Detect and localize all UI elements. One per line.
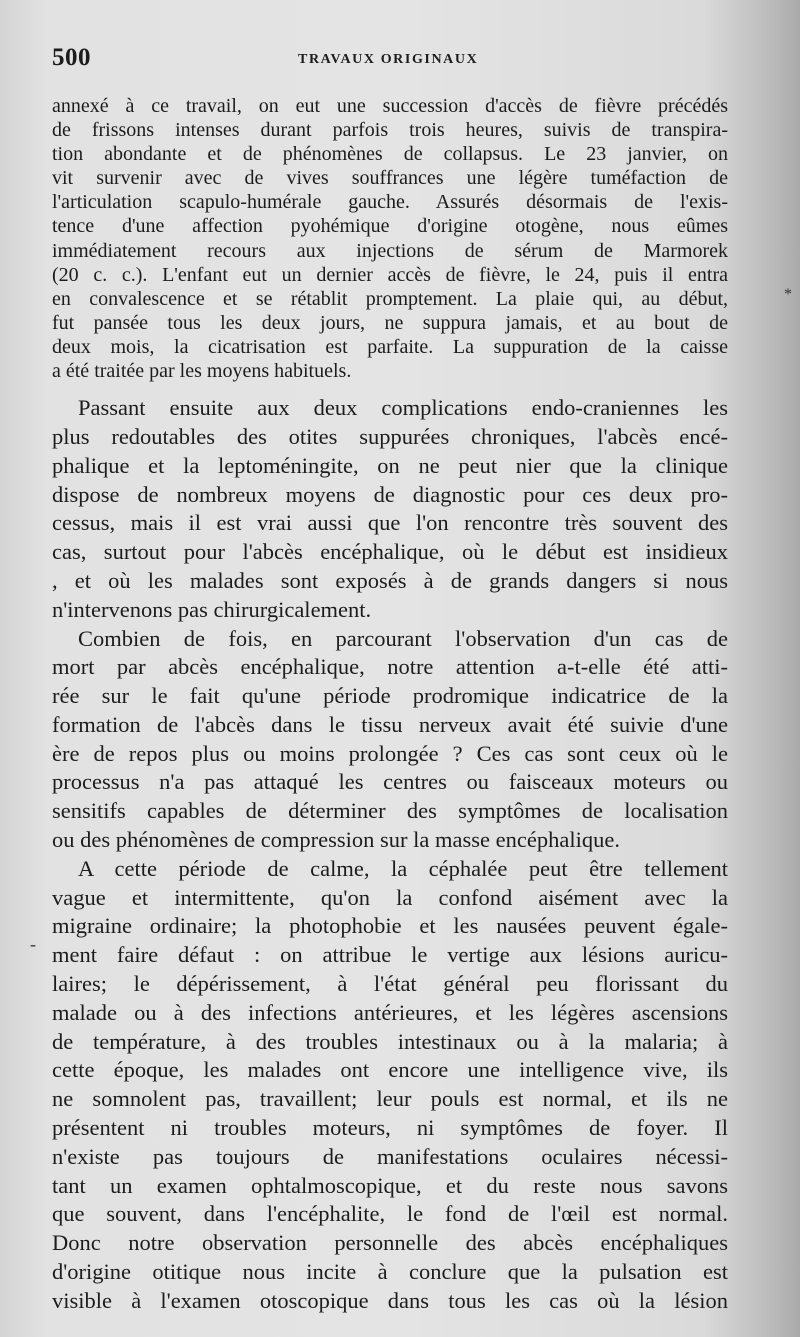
text-line: l'articulation scapulo-humérale gauche. Assurés désormais de l'exis- bbox=[52, 191, 728, 214]
text-line: rée sur le fait qu'une période prodromique indicatrice de la bbox=[52, 683, 728, 709]
paragraph-case-report bbox=[52, 94, 728, 383]
body-text bbox=[52, 94, 728, 1316]
text-line: deux mois, la cicatrisation est parfaite. La suppuration de la caisse bbox=[52, 335, 728, 358]
text-line: (20 c. c.). L'enfant eut un dernier accès de fièvre, le 24, puis il entra bbox=[52, 263, 728, 286]
text-line: vit survenir avec de vives souffrances une légère tuméfaction de bbox=[52, 167, 728, 190]
text-line: ne somnolent pas, travaillent; leur pouls est normal, et ils ne bbox=[52, 1086, 728, 1112]
text-line: mort par abcès encéphalique, notre attention a-t-elle été atti- bbox=[52, 654, 728, 680]
text-line: immédiatement recours aux injections de sérum de Marmorek bbox=[52, 239, 728, 262]
text-line: cas, surtout pour l'abcès encéphalique, où le début est insidieux bbox=[52, 539, 728, 565]
text-line: n'intervenons pas chirurgicalement. bbox=[52, 596, 372, 622]
text-line: cette époque, les malades ont encore une intelligence vive, ils bbox=[52, 1057, 728, 1083]
text-line: n'existe pas toujours de manifestations oculaires nécessi- bbox=[52, 1143, 728, 1169]
text-line: Combien de fois, en parcourant l'observation d'un cas de bbox=[78, 625, 728, 651]
text-line: dispose de nombreux moyens de diagnostic pour ces deux pro- bbox=[52, 481, 728, 507]
text-line: fut pansée tous les deux jours, ne suppura jamais, et au bout de bbox=[52, 311, 728, 334]
text-line: tion abondante et de phénomènes de collapsus. Le 23 janvier, on bbox=[52, 143, 728, 166]
text-line: vague et intermittente, qu'on la confond aisément avec la bbox=[52, 884, 728, 910]
page-header bbox=[52, 44, 728, 78]
text-line: tence d'une affection pyohémique d'origine otogène, nous eûmes bbox=[52, 215, 728, 238]
text-line: visible à l'examen otoscopique dans tous les cas où la lésion bbox=[52, 1287, 728, 1313]
text-line: Donc notre observation personnelle des abcès encéphaliques bbox=[52, 1230, 728, 1256]
text-line: ment faire défaut : on attribue le vertige aux lésions auricu- bbox=[52, 942, 728, 968]
text-line: de frissons intenses durant parfois trois heures, suivis de transpira- bbox=[52, 119, 728, 142]
text-line: sensitifs capables de déterminer des symptômes de localisation bbox=[52, 798, 728, 824]
text-line: migraine ordinaire; la photophobie et les nausées peuvent égale- bbox=[52, 913, 728, 939]
paragraph-main-text bbox=[52, 394, 728, 1316]
text-line: malade ou à des infections antérieures, et les légères ascensions bbox=[52, 999, 728, 1025]
text-line: Passant ensuite aux deux complications endo-craniennes les bbox=[78, 395, 728, 421]
text-line: d'origine otitique nous incite à conclure que la pulsation est bbox=[52, 1259, 728, 1285]
text-line: processus n'a pas attaqué les centres ou faisceaux moteurs ou bbox=[52, 769, 728, 795]
text-line: plus redoutables des otites suppurées chroniques, l'abcès encé- bbox=[52, 423, 728, 449]
text-line: , et où les malades sont exposés à de grands dangers si nous bbox=[52, 567, 728, 593]
text-line: tant un examen ophtalmoscopique, et du reste nous savons bbox=[52, 1172, 728, 1198]
text-line: que souvent, dans l'encéphalite, le fond de l'œil est normal. bbox=[52, 1201, 728, 1227]
text-line: en convalescence et se rétablit promptement. La plaie qui, au début, bbox=[52, 287, 728, 310]
text-line: annexé à ce travail, on eut une succession d'accès de fièvre précédés bbox=[52, 95, 728, 117]
text-line: formation de l'abcès dans le tissu nerveux avait été suivie d'une bbox=[52, 711, 728, 737]
text-line: A cette période de calme, la céphalée peut être tellement bbox=[78, 855, 728, 881]
text-line: cessus, mais il est vrai aussi que l'on rencontre très souvent des bbox=[52, 510, 728, 536]
text-line: de température, à des troubles intestinaux ou à la malaria; à bbox=[52, 1028, 728, 1054]
margin-asterisk: * bbox=[784, 286, 792, 303]
text-line: phalique et la leptoméningite, on ne peut nier que la clinique bbox=[52, 452, 728, 478]
text-line: présentent ni troubles moteurs, ni symptômes de foyer. Il bbox=[52, 1115, 728, 1141]
text-line: laires; le dépérissement, à l'état général peu florissant du bbox=[52, 971, 728, 997]
text-line: ère de repos plus ou moins prolongée ? Ces cas sont ceux où le bbox=[52, 740, 728, 766]
page-number: 500 bbox=[52, 44, 91, 71]
margin-dash: - bbox=[30, 934, 36, 954]
text-line: a été traitée par les moyens habituels. bbox=[52, 360, 352, 383]
running-head: TRAVAUX ORIGINAUX bbox=[298, 52, 479, 67]
text-line: ou des phénomènes de compression sur la masse encéphalique. bbox=[52, 827, 620, 853]
